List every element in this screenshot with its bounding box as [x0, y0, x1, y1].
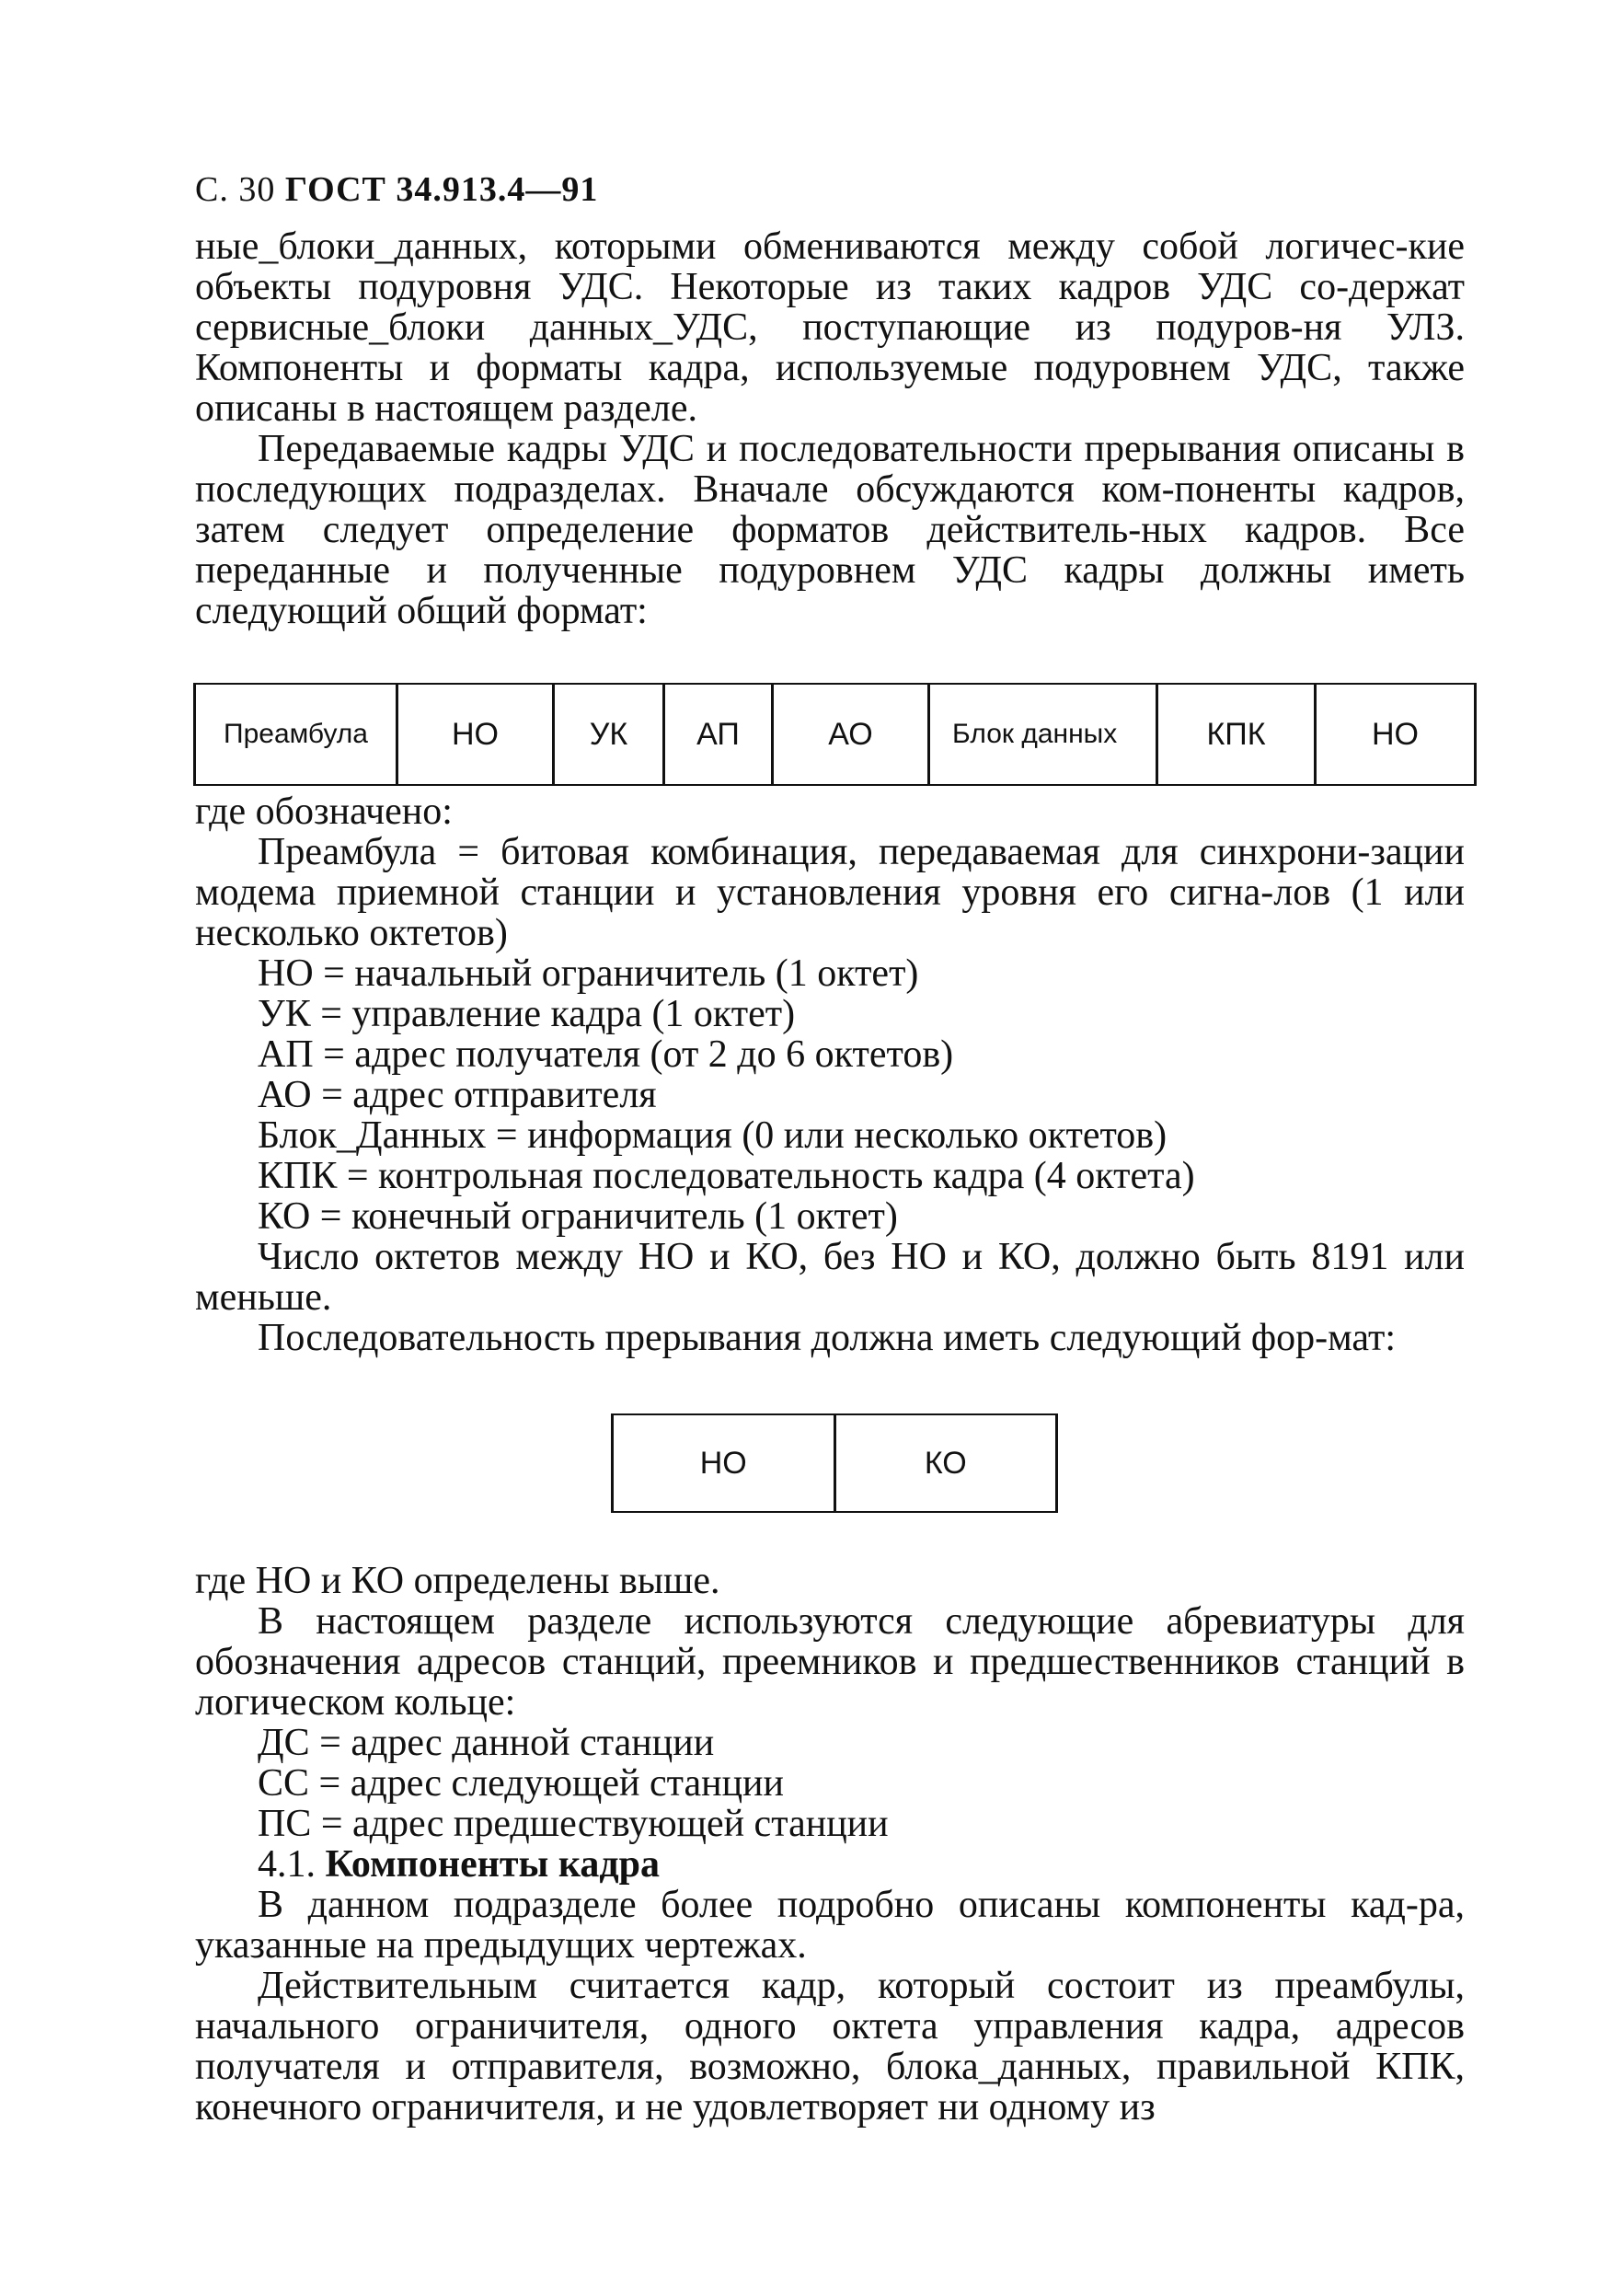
where-block: [195, 791, 1465, 953]
preamble-definition: Преамбула = битовая комбинация, передаваемая для синхрони-зации модема приемной станции и установления уровня его сигна-лов (1 или несколько октетов): [195, 831, 1465, 954]
field-start-delimiter: НО: [397, 684, 554, 785]
section-title: Компоненты кадра: [325, 1843, 661, 1886]
intro-paragraph-2: Передаваемые кадры УДС и последовательности прерывания описаны в последующих подразделах. Вначале обсуждаются ком-поненты кадров, затем следует определение форматов действитель-ных кадров. Все переданные и полученные подуровнем УДС кадры должны иметь следующий общий формат:: [195, 428, 1465, 632]
abort-sequence-table: [611, 1413, 1058, 1513]
section-number: 4.1.: [258, 1843, 316, 1886]
field-frame-control: УК: [554, 684, 664, 785]
section-heading: [258, 1844, 1465, 1885]
field-delimiter: НО: [1316, 684, 1476, 785]
abort-intro-text: Последовательность прерывания должна иметь следующий фор-мат:: [258, 1317, 1396, 1359]
abbreviations-list: [258, 1723, 1465, 1885]
page-number: С. 30: [195, 170, 276, 209]
abbrev-block: [195, 1561, 1465, 1723]
field-source-address: АО: [773, 684, 929, 785]
where-label: где обозначено:: [195, 790, 453, 833]
definitions-list: [258, 953, 1465, 1237]
definition-item: НО = начальный ограничитель (1 октет): [258, 952, 919, 995]
frame-format-table: [193, 683, 1477, 786]
octet-block: [195, 1237, 1465, 1358]
document-code: ГОСТ 34.913.4—91: [284, 170, 599, 209]
definition-item: АО = адрес отправителя: [258, 1074, 657, 1116]
abbreviation-item: ДС = адрес данной станции: [258, 1722, 715, 1764]
section-paragraph-1: В данном подразделе более подробно описаны компоненты кад-ра, указанные на предыдущих чертежах.: [195, 1884, 1465, 1967]
field-preamble: Преамбула: [195, 684, 397, 785]
field-fcs: КПК: [1157, 684, 1316, 785]
intro-text: [195, 226, 1465, 631]
section-text: [195, 1885, 1465, 2128]
page-header: [195, 169, 598, 210]
abort-after-text: где НО и КО определены выше.: [195, 1560, 720, 1602]
field-data-block: Блок данных: [929, 684, 1157, 785]
definition-item: КПК = контрольная последовательность кадра (4 октета): [258, 1155, 1195, 1197]
field-destination-address: АП: [664, 684, 773, 785]
definition-item: Блок_Данных = информация (0 или несколько октетов): [258, 1114, 1168, 1157]
definition-item: КО = конечный ограничитель (1 октет): [258, 1195, 898, 1238]
octet-limit-text: Число октетов между НО и КО, без НО и КО, должно быть 8191 или меньше.: [195, 1236, 1465, 1319]
definition-item: АП = адрес получателя (от 2 до 6 октетов): [258, 1033, 954, 1076]
abort-field-start: НО: [613, 1414, 835, 1512]
intro-paragraph-1: ные_блоки_данных, которыми обмениваются между собой логичес-кие объекты подуровня УДС. Некоторые из таких кадров УДС со-держат сервисные_блоки данных_УДС, поступающие из подуров-ня УЛЗ. Компоненты и форматы кадра, используемые подуровнем УДС, также описаны в настоящем разделе.: [195, 225, 1465, 430]
abort-field-end: КО: [834, 1414, 1057, 1512]
abbreviation-item: СС = адрес следующей станции: [258, 1762, 785, 1805]
definition-item: УК = управление кадра (1 октет): [258, 993, 796, 1035]
section-paragraph-2: Действительным считается кадр, который состоит из преамбулы, начального ограничителя, одного октета управления кадра, адресов получателя и отправителя, возможно, блока_данных, правильной КПК, конечного ограничителя, и не удовлетворяет ни одному из: [195, 1965, 1465, 2129]
abbreviation-item: ПС = адрес предшествующей станции: [258, 1803, 889, 1845]
abbrev-intro-text: В настоящем разделе используются следующие абревиатуры для обозначения адресов станций, преемников и предшественников станций в логическом кольце:: [195, 1600, 1465, 1724]
